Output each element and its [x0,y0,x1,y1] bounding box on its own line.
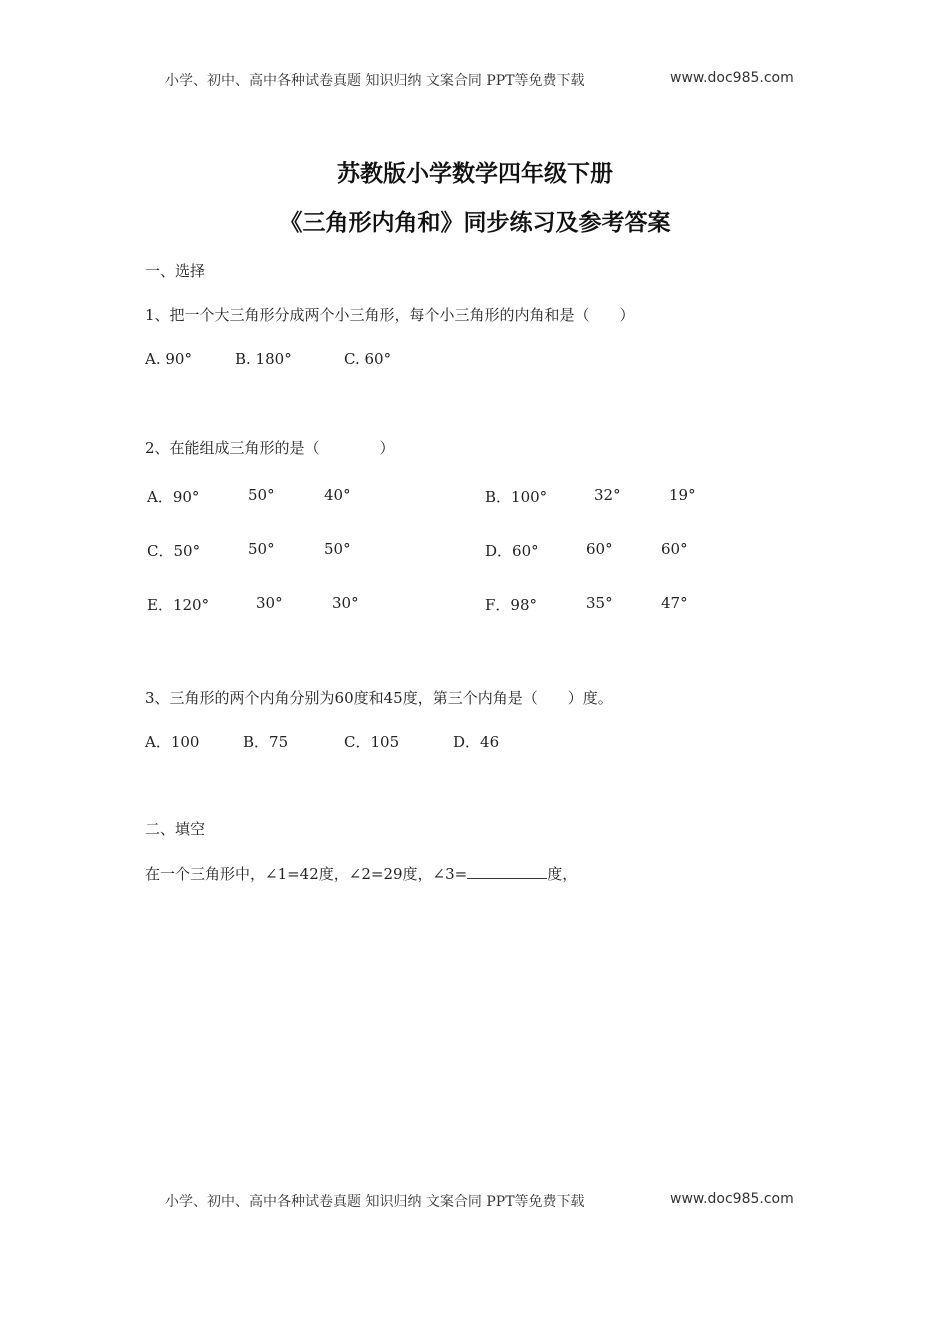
q2-option-c: C．50° [147,542,201,560]
q2-option-a: A．90° [147,488,200,506]
q2-option-a-angle2: 50° [248,486,275,504]
header-text: 小学、初中、高中各种试卷真题 知识归纳 文案合同 PPT等免费下载 [165,73,585,89]
section-heading-fill: 二、填空 [145,820,206,838]
fill-question-1-text: 在一个三角形中，∠1=42度，∠2=29度，∠3= [145,865,468,883]
footer-url-link[interactable]: www.doc985.com [670,1191,794,1207]
q2-option-d-angle2: 60° [586,540,613,558]
page-footer [165,1191,585,1211]
q1-option-c: C. 60° [344,350,392,368]
q2-option-d: D．60° [485,542,539,560]
q1-option-b: B. 180° [235,350,292,368]
question-1-stem: 1、把一个大三角形分成两个小三角形，每个小三角形的内角和是（ ） [145,306,635,324]
question-3-stem: 3、三角形的两个内角分别为60度和45度，第三个内角是（ ）度。 [145,689,613,707]
title-line-2: 《三角形内角和》同步练习及参考答案 [279,209,671,236]
q2-option-e-angle2: 30° [256,594,283,612]
q3-option-c: C．105 [344,733,400,751]
q2-option-b: B．100° [485,488,548,506]
q2-option-c-angle3: 50° [324,540,351,558]
q2-option-d-angle3: 60° [661,540,688,558]
title-line-1: 苏教版小学数学四年级下册 [337,160,613,187]
q2-option-b-angle3: 19° [669,486,696,504]
q1-option-a: A. 90° [145,350,192,368]
q3-option-b: B．75 [243,733,289,751]
q2-option-b-angle2: 32° [594,486,621,504]
footer-url[interactable] [670,1191,794,1207]
q3-option-d: D．46 [453,733,500,751]
section-heading-choice: 一、选择 [145,262,206,280]
header-url[interactable] [670,70,794,86]
header-url-link[interactable]: www.doc985.com [670,70,794,86]
page-header [165,70,585,90]
q2-option-f: F．98° [485,596,537,614]
q3-option-a: A．100 [145,733,200,751]
q2-option-e: E．120° [147,596,210,614]
q2-option-f-angle3: 47° [661,594,688,612]
fill-question-1 [145,863,577,884]
q2-option-a-angle3: 40° [324,486,351,504]
footer-text: 小学、初中、高中各种试卷真题 知识归纳 文案合同 PPT等免费下载 [165,1194,585,1210]
q2-option-c-angle2: 50° [248,540,275,558]
q2-option-f-angle2: 35° [586,594,613,612]
fill-question-1-unit: 度， [547,865,578,883]
answer-blank[interactable] [467,864,547,879]
q2-option-e-angle3: 30° [332,594,359,612]
question-2-stem: 2、在能组成三角形的是（ ） [145,439,395,457]
